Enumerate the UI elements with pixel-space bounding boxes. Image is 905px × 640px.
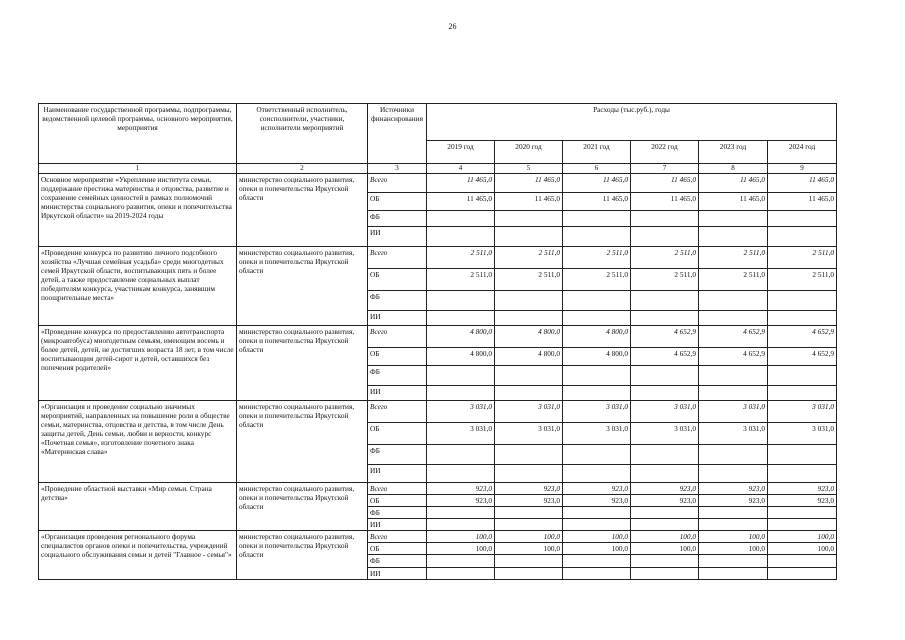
regional-budget-value: 100,0 bbox=[495, 543, 563, 555]
empty-value bbox=[495, 310, 563, 325]
empty-value bbox=[631, 555, 699, 567]
regional-budget-value: 3 031,0 bbox=[563, 422, 631, 444]
table-row bbox=[39, 531, 837, 543]
empty-value bbox=[768, 567, 837, 579]
funding-source-label: ИИ bbox=[368, 519, 427, 531]
empty-value bbox=[427, 290, 495, 310]
header-year: 2023 год bbox=[699, 141, 768, 164]
total-value: 4 800,0 bbox=[495, 325, 563, 347]
regional-budget-value: 923,0 bbox=[631, 494, 699, 506]
empty-value bbox=[563, 310, 631, 325]
empty-value bbox=[427, 519, 495, 531]
regional-budget-value: 4 652,9 bbox=[768, 347, 837, 365]
empty-value bbox=[495, 464, 563, 482]
regional-budget-value: 923,0 bbox=[699, 494, 768, 506]
header-name: Наименование государственной программы, подпрограммы, ведомственной целевой программы, основного мероприятия, мероприятия bbox=[39, 104, 237, 164]
empty-value bbox=[768, 385, 837, 400]
empty-value bbox=[427, 464, 495, 482]
total-value: 4 652,9 bbox=[768, 325, 837, 347]
funding-source-label: ИИ bbox=[368, 464, 427, 482]
total-value: 3 031,0 bbox=[768, 400, 837, 422]
regional-budget-value: 3 031,0 bbox=[699, 422, 768, 444]
total-value: 100,0 bbox=[699, 531, 768, 543]
empty-value bbox=[563, 385, 631, 400]
total-value: 11 465,0 bbox=[699, 173, 768, 192]
funding-source-label: ОБ bbox=[368, 494, 427, 506]
column-number: 4 bbox=[427, 164, 495, 174]
empty-value bbox=[631, 519, 699, 531]
funding-source-label: ФБ bbox=[368, 365, 427, 385]
regional-budget-value: 100,0 bbox=[699, 543, 768, 555]
empty-value bbox=[768, 464, 837, 482]
total-value: 3 031,0 bbox=[631, 400, 699, 422]
regional-budget-value: 4 800,0 bbox=[563, 347, 631, 365]
funding-source-label: ФБ bbox=[368, 506, 427, 518]
total-value: 4 800,0 bbox=[427, 325, 495, 347]
regional-budget-value: 2 511,0 bbox=[631, 268, 699, 290]
empty-value bbox=[495, 365, 563, 385]
column-number: 7 bbox=[631, 164, 699, 174]
regional-budget-value: 3 031,0 bbox=[768, 422, 837, 444]
regional-budget-value: 3 031,0 bbox=[427, 422, 495, 444]
header-year: 2021 год bbox=[563, 141, 631, 164]
responsible-executor: министерство социального развития, опеки и попечительства Иркутской области bbox=[237, 173, 368, 246]
empty-value bbox=[768, 506, 837, 518]
measure-name: «Проведение областной выставки «Мир семьи. Страна детства» bbox=[39, 482, 237, 530]
empty-value bbox=[495, 226, 563, 246]
regional-budget-value: 3 031,0 bbox=[631, 422, 699, 444]
total-value: 923,0 bbox=[699, 482, 768, 494]
regional-budget-value: 11 465,0 bbox=[768, 192, 837, 210]
funding-source-label: Всего bbox=[368, 482, 427, 494]
funding-source-label: ОБ bbox=[368, 543, 427, 555]
empty-value bbox=[427, 567, 495, 579]
empty-value bbox=[427, 506, 495, 518]
total-value: 100,0 bbox=[563, 531, 631, 543]
regional-budget-value: 2 511,0 bbox=[768, 268, 837, 290]
total-value: 923,0 bbox=[563, 482, 631, 494]
empty-value bbox=[768, 444, 837, 464]
empty-value bbox=[427, 444, 495, 464]
responsible-executor: министерство социального развития, опеки и попечительства Иркутской области bbox=[237, 325, 368, 400]
measure-name: Основное мероприятие «Укрепление института семьи, поддержание престижа материнства и отцовства, развитие и сохранение семейных ценностей в рамках полномочий министерства социального развития, опеки и попечительства Иркутской области» на 2019-2024 годы bbox=[39, 173, 237, 246]
funding-source-label: ОБ bbox=[368, 268, 427, 290]
funding-source-label: ИИ bbox=[368, 385, 427, 400]
empty-value bbox=[631, 365, 699, 385]
funding-source-label: ИИ bbox=[368, 310, 427, 325]
empty-value bbox=[699, 506, 768, 518]
header-year: 2019 год bbox=[427, 141, 495, 164]
total-value: 2 511,0 bbox=[699, 246, 768, 268]
total-value: 2 511,0 bbox=[427, 246, 495, 268]
regional-budget-value: 923,0 bbox=[427, 494, 495, 506]
funding-source-label: Всего bbox=[368, 246, 427, 268]
total-value: 4 652,9 bbox=[699, 325, 768, 347]
funding-source-label: ОБ bbox=[368, 192, 427, 210]
funding-source-label: ОБ bbox=[368, 422, 427, 444]
total-value: 100,0 bbox=[427, 531, 495, 543]
empty-value bbox=[495, 519, 563, 531]
empty-value bbox=[768, 290, 837, 310]
table-row bbox=[39, 325, 837, 347]
funding-source-label: Всего bbox=[368, 325, 427, 347]
empty-value bbox=[563, 464, 631, 482]
regional-budget-value: 4 652,9 bbox=[699, 347, 768, 365]
total-value: 2 511,0 bbox=[768, 246, 837, 268]
funding-source-label: ОБ bbox=[368, 347, 427, 365]
empty-value bbox=[495, 290, 563, 310]
total-value: 100,0 bbox=[631, 531, 699, 543]
total-value: 4 800,0 bbox=[563, 325, 631, 347]
total-value: 3 031,0 bbox=[699, 400, 768, 422]
total-value: 923,0 bbox=[768, 482, 837, 494]
empty-value bbox=[563, 567, 631, 579]
empty-value bbox=[699, 519, 768, 531]
funding-source-label: ФБ bbox=[368, 290, 427, 310]
empty-value bbox=[563, 210, 631, 226]
funding-source-label: Всего bbox=[368, 173, 427, 192]
funding-source-label: Всего bbox=[368, 400, 427, 422]
table-row bbox=[39, 482, 837, 494]
empty-value bbox=[563, 444, 631, 464]
empty-value bbox=[495, 506, 563, 518]
empty-value bbox=[631, 310, 699, 325]
column-number: 2 bbox=[237, 164, 368, 174]
responsible-executor: министерство социального развития, опеки и попечительства Иркутской области bbox=[237, 482, 368, 530]
funding-source-label: ИИ bbox=[368, 567, 427, 579]
table-row bbox=[39, 246, 837, 268]
total-value: 2 511,0 bbox=[631, 246, 699, 268]
empty-value bbox=[631, 290, 699, 310]
empty-value bbox=[563, 290, 631, 310]
regional-budget-value: 4 800,0 bbox=[427, 347, 495, 365]
measure-name: «Проведение конкурса по развитию личного подсобного хозяйства «Лучшая семейная усадьба» среди многодетных семей Иркутской области, воспитывающих пять и более детей, а также предоставление социальных выплат победителям конкурса, участникам конкурса, занявшим поощрительные места» bbox=[39, 246, 237, 325]
empty-value bbox=[768, 310, 837, 325]
regional-budget-value: 100,0 bbox=[631, 543, 699, 555]
column-number: 1 bbox=[39, 164, 237, 174]
empty-value bbox=[563, 365, 631, 385]
total-value: 2 511,0 bbox=[495, 246, 563, 268]
total-value: 4 652,9 bbox=[631, 325, 699, 347]
empty-value bbox=[427, 226, 495, 246]
empty-value bbox=[768, 519, 837, 531]
regional-budget-value: 923,0 bbox=[495, 494, 563, 506]
funding-source-label: Всего bbox=[368, 531, 427, 543]
empty-value bbox=[495, 385, 563, 400]
responsible-executor: министерство социального развития, опеки и попечительства Иркутской области bbox=[237, 246, 368, 325]
column-number: 6 bbox=[563, 164, 631, 174]
header-sources: Источники финансирования bbox=[368, 104, 427, 164]
regional-budget-value: 4 800,0 bbox=[495, 347, 563, 365]
header-year: 2020 год bbox=[495, 141, 563, 164]
regional-budget-value: 11 465,0 bbox=[563, 192, 631, 210]
total-value: 3 031,0 bbox=[495, 400, 563, 422]
regional-budget-value: 100,0 bbox=[768, 543, 837, 555]
empty-value bbox=[427, 210, 495, 226]
total-value: 100,0 bbox=[768, 531, 837, 543]
table-row bbox=[39, 400, 837, 422]
empty-value bbox=[563, 555, 631, 567]
empty-value bbox=[768, 555, 837, 567]
total-value: 3 031,0 bbox=[427, 400, 495, 422]
total-value: 100,0 bbox=[495, 531, 563, 543]
header-expenses: Расходы (тыс.руб.), годы bbox=[427, 104, 837, 141]
empty-value bbox=[495, 555, 563, 567]
empty-value bbox=[699, 365, 768, 385]
total-value: 11 465,0 bbox=[768, 173, 837, 192]
table-row bbox=[39, 173, 837, 192]
empty-value bbox=[699, 567, 768, 579]
empty-value bbox=[699, 464, 768, 482]
empty-value bbox=[631, 567, 699, 579]
column-number: 5 bbox=[495, 164, 563, 174]
empty-value bbox=[563, 506, 631, 518]
empty-value bbox=[699, 290, 768, 310]
total-value: 11 465,0 bbox=[631, 173, 699, 192]
column-number: 8 bbox=[699, 164, 768, 174]
empty-value bbox=[699, 385, 768, 400]
regional-budget-value: 2 511,0 bbox=[427, 268, 495, 290]
measure-name: «Организация и проведение социально значимых мероприятий, направленных на повышение роли в обществе семьи, материнства, отцовства и детства, в том числе День защиты детей, День семьи, любви и верности, конкурс «Почетная семья», изготовление почетного знака «Материнская слава» bbox=[39, 400, 237, 482]
total-value: 11 465,0 bbox=[495, 173, 563, 192]
funding-source-label: ИИ bbox=[368, 226, 427, 246]
measure-name: «Организация проведения регионального форума специалистов органов опеки и попечительства, учреждений социального обслуживания семьи и детей "Главное - семья"» bbox=[39, 531, 237, 579]
regional-budget-value: 11 465,0 bbox=[631, 192, 699, 210]
column-number: 3 bbox=[368, 164, 427, 174]
responsible-executor: министерство социального развития, опеки и попечительства Иркутской области bbox=[237, 531, 368, 579]
total-value: 11 465,0 bbox=[563, 173, 631, 192]
header-year: 2024 год bbox=[768, 141, 837, 164]
funding-source-label: ФБ bbox=[368, 555, 427, 567]
empty-value bbox=[495, 444, 563, 464]
empty-value bbox=[768, 210, 837, 226]
total-value: 2 511,0 bbox=[563, 246, 631, 268]
empty-value bbox=[631, 444, 699, 464]
empty-value bbox=[495, 210, 563, 226]
empty-value bbox=[699, 226, 768, 246]
budget-table bbox=[38, 103, 837, 580]
total-value: 11 465,0 bbox=[427, 173, 495, 192]
regional-budget-value: 100,0 bbox=[427, 543, 495, 555]
header-year: 2022 год bbox=[631, 141, 699, 164]
empty-value bbox=[495, 567, 563, 579]
empty-value bbox=[768, 226, 837, 246]
regional-budget-value: 11 465,0 bbox=[427, 192, 495, 210]
regional-budget-value: 923,0 bbox=[768, 494, 837, 506]
empty-value bbox=[563, 519, 631, 531]
empty-value bbox=[427, 365, 495, 385]
responsible-executor: министерство социального развития, опеки и попечительства Иркутской области bbox=[237, 400, 368, 482]
empty-value bbox=[699, 310, 768, 325]
regional-budget-value: 11 465,0 bbox=[699, 192, 768, 210]
measure-name: «Проведение конкурса по предоставлению автотранспорта (микроавтобуса) многодетным семьям, имеющим восемь и более детей, детей, не достигших возраста 18 лет, в том числе воспитывающим детей-сирот и детей, оставшихся без попечения родителей» bbox=[39, 325, 237, 400]
empty-value bbox=[631, 464, 699, 482]
empty-value bbox=[631, 506, 699, 518]
empty-value bbox=[631, 210, 699, 226]
funding-source-label: ФБ bbox=[368, 444, 427, 464]
empty-value bbox=[699, 444, 768, 464]
empty-value bbox=[699, 555, 768, 567]
empty-value bbox=[427, 555, 495, 567]
regional-budget-value: 2 511,0 bbox=[495, 268, 563, 290]
empty-value bbox=[563, 226, 631, 246]
regional-budget-value: 923,0 bbox=[563, 494, 631, 506]
column-number: 9 bbox=[768, 164, 837, 174]
empty-value bbox=[699, 210, 768, 226]
empty-value bbox=[427, 310, 495, 325]
empty-value bbox=[768, 365, 837, 385]
total-value: 3 031,0 bbox=[563, 400, 631, 422]
empty-value bbox=[631, 385, 699, 400]
empty-value bbox=[427, 385, 495, 400]
page-number: 26 bbox=[448, 22, 457, 31]
regional-budget-value: 2 511,0 bbox=[563, 268, 631, 290]
regional-budget-value: 4 652,9 bbox=[631, 347, 699, 365]
total-value: 923,0 bbox=[427, 482, 495, 494]
header-responsible: Ответственный исполнитель, соисполнители, участники, исполнители мероприятий bbox=[237, 104, 368, 164]
regional-budget-value: 100,0 bbox=[563, 543, 631, 555]
total-value: 923,0 bbox=[495, 482, 563, 494]
regional-budget-value: 2 511,0 bbox=[699, 268, 768, 290]
regional-budget-value: 3 031,0 bbox=[495, 422, 563, 444]
regional-budget-value: 11 465,0 bbox=[495, 192, 563, 210]
total-value: 923,0 bbox=[631, 482, 699, 494]
empty-value bbox=[631, 226, 699, 246]
funding-source-label: ФБ bbox=[368, 210, 427, 226]
